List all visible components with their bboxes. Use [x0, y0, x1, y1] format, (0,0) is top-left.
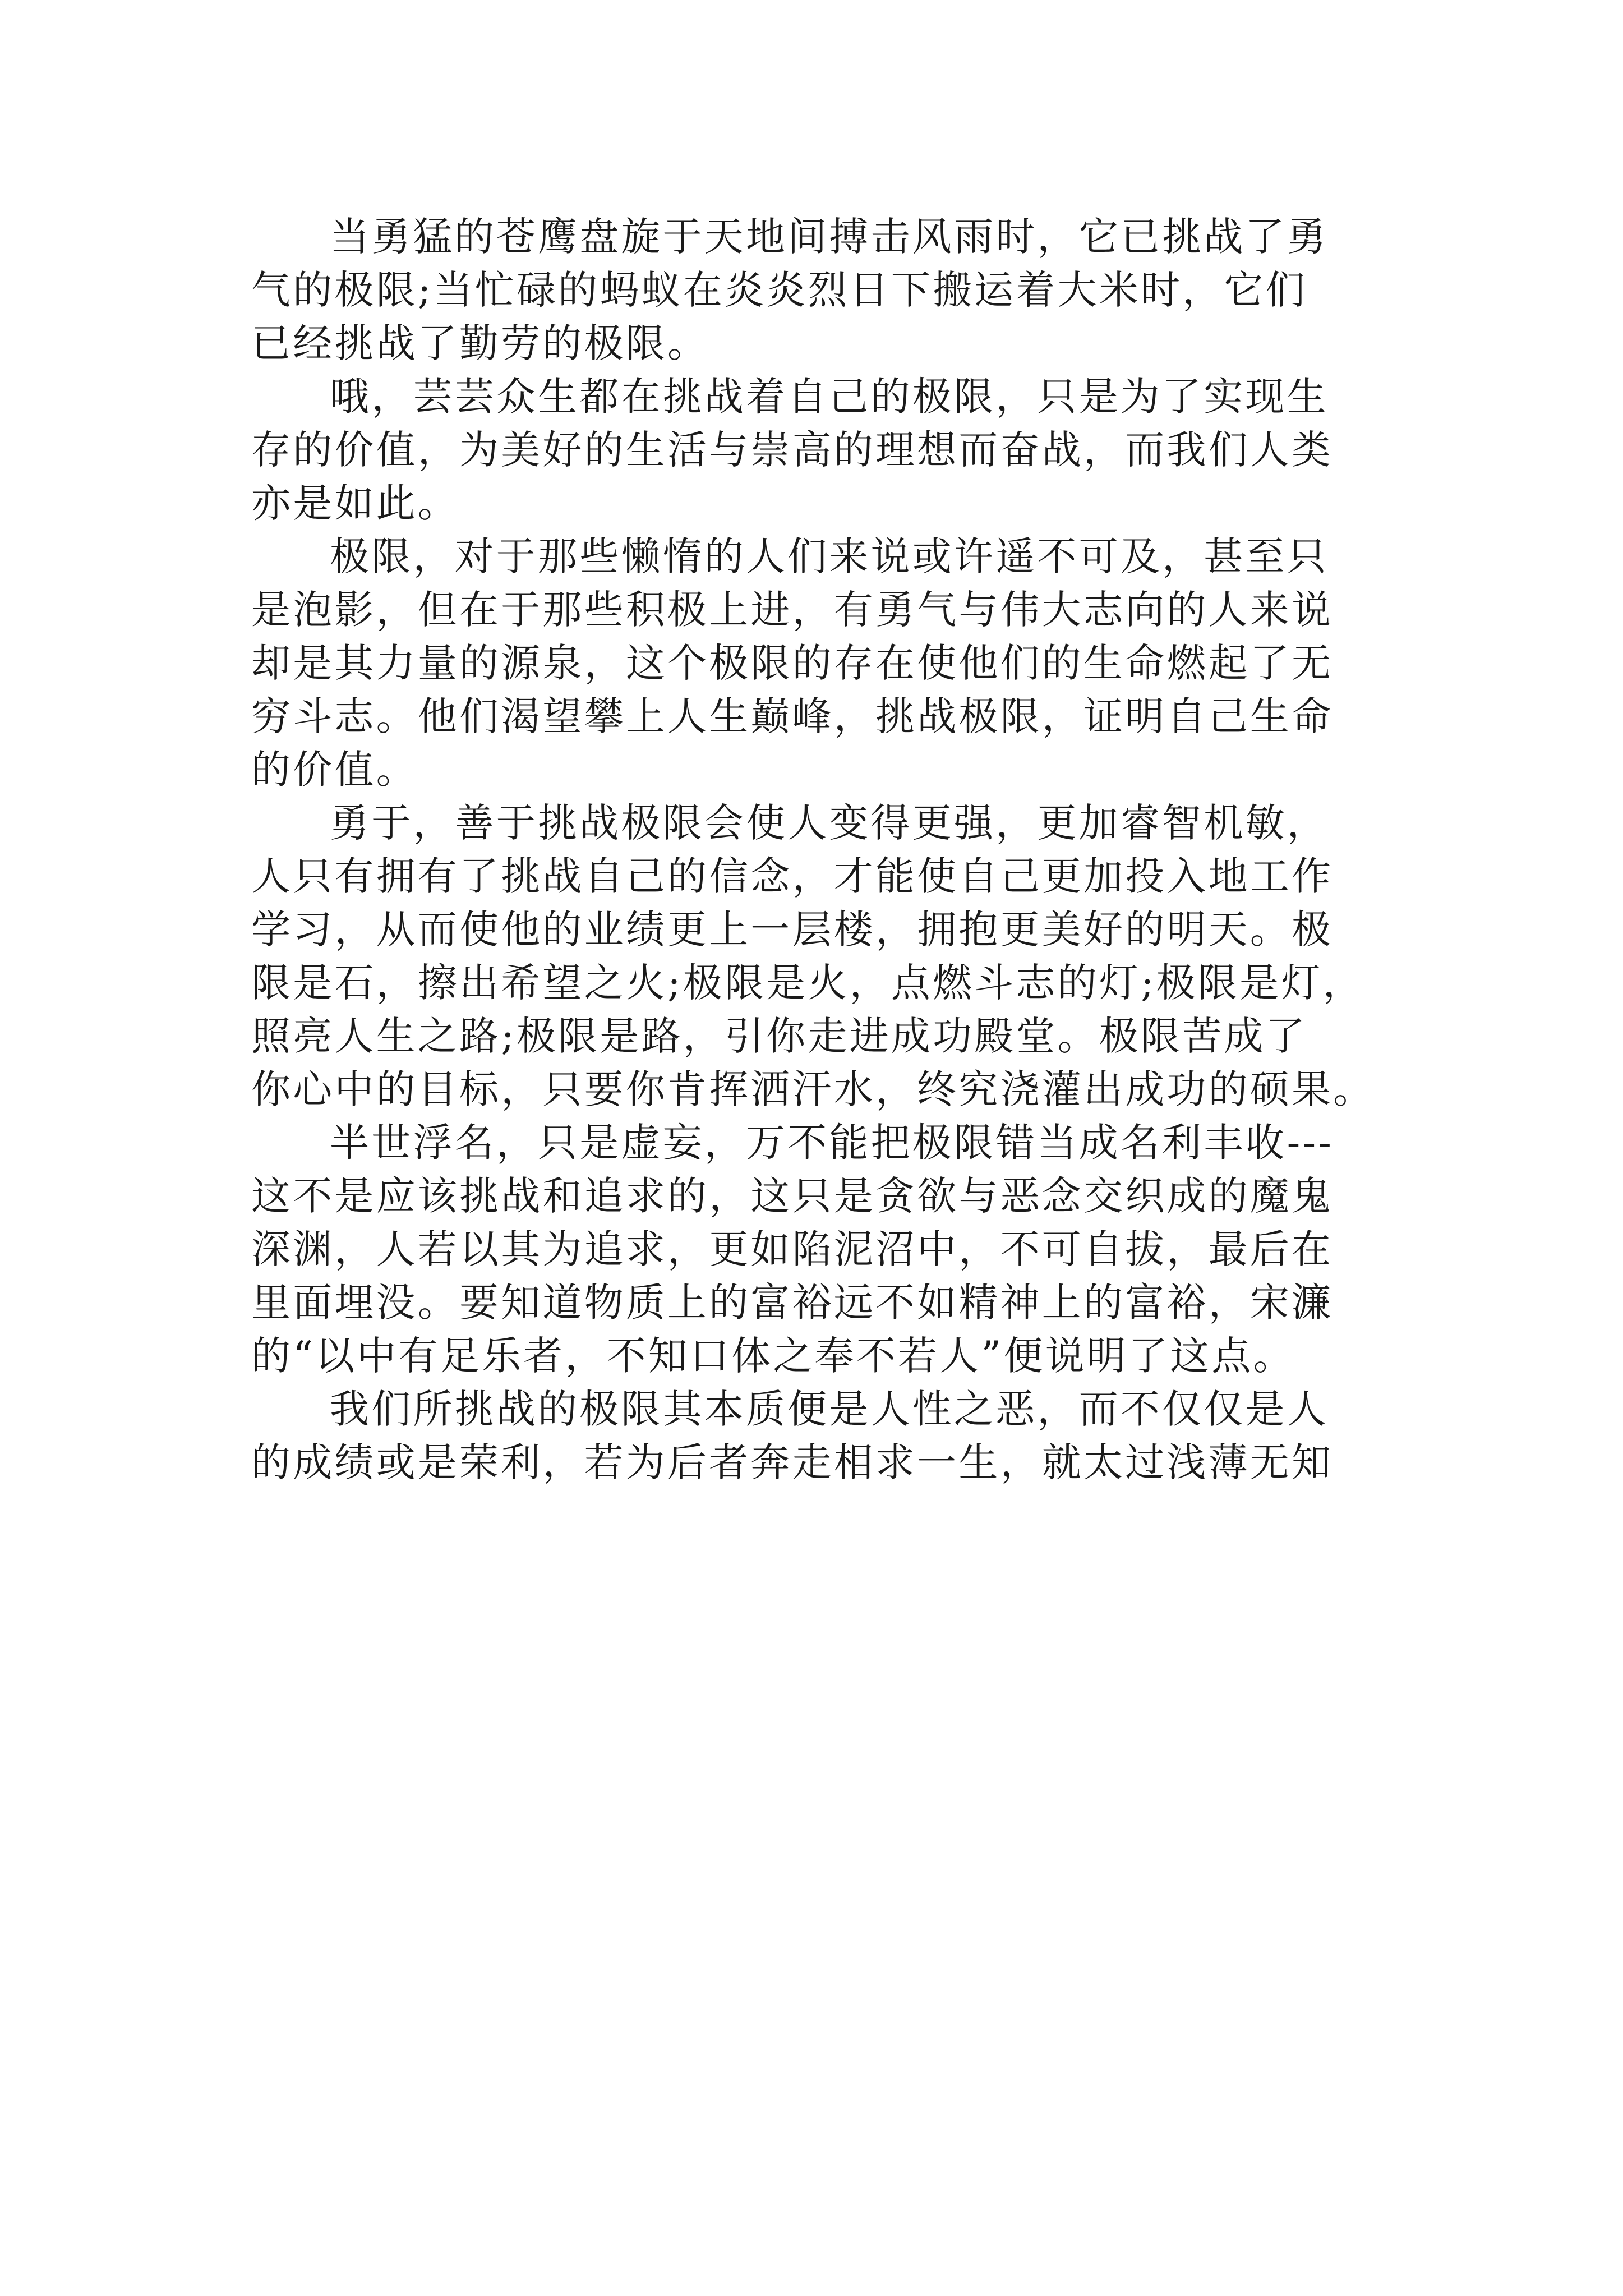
text-line: 这不是应该挑战和追求的，这只是贪欲与恶念交织成的魔鬼 — [251, 1173, 1334, 1219]
text-line: 限是石，擦出希望之火;极限是火，点燃斗志的灯;极限是灯， — [251, 960, 1364, 1006]
text-line: 里面埋没。要知道物质上的富裕远不如精神上的富裕，宋濂 — [251, 1280, 1334, 1326]
text-line: 穷斗志。他们渴望攀上人生巅峰，挑战极限，证明自己生命 — [251, 693, 1334, 739]
text-line: 气的极限;当忙碌的蚂蚁在炎炎烈日下搬运着大米时，它们 — [251, 267, 1307, 313]
text-line: 却是其力量的源泉，这个极限的存在使他们的生命燃起了无 — [251, 640, 1334, 686]
paragraph-4 — [251, 797, 1390, 1116]
text-line: 半世浮名，只是虚妄，万不能把极限错当成名利丰收--- — [330, 1120, 1334, 1166]
text-line: 我们所挑战的极限其本质便是人性之恶，而不仅仅是人 — [330, 1386, 1329, 1432]
text-line: 你心中的目标，只要你肯挥洒汗水，终究浇灌出成功的硕果。 — [251, 1066, 1375, 1112]
essay-body — [251, 210, 1390, 1489]
text-line: 当勇猛的苍鹰盘旋于天地间搏击风雨时，它已挑战了勇 — [330, 214, 1329, 260]
paragraph-6 — [251, 1383, 1390, 1489]
text-line: 的“以中有足乐者，不知口体之奉不若人”便说明了这点。 — [251, 1333, 1295, 1379]
text-line: 人只有拥有了挑战自己的信念，才能使自己更加投入地工作 — [251, 853, 1334, 899]
text-line: 的价值。 — [251, 747, 418, 793]
paragraph-2 — [251, 370, 1390, 530]
text-line: 已经挑战了勤劳的极限。 — [251, 320, 709, 366]
text-line: 哦，芸芸众生都在挑战着自己的极限，只是为了实现生 — [330, 374, 1329, 420]
text-line: 的成绩或是荣利，若为后者奔走相求一生，就太过浅薄无知 — [251, 1439, 1334, 1485]
text-line: 是泡影，但在于那些积极上进，有勇气与伟大志向的人来说 — [251, 587, 1334, 633]
text-line: 极限，对于那些懒惰的人们来说或许遥不可及，甚至只 — [330, 533, 1329, 579]
text-line: 深渊，人若以其为追求，更如陷泥沼中，不可自拔，最后在 — [251, 1226, 1334, 1272]
text-line: 存的价值，为美好的生活与崇高的理想而奋战，而我们人类 — [251, 427, 1334, 473]
text-line: 亦是如此。 — [251, 480, 459, 526]
paragraph-5 — [251, 1116, 1390, 1383]
text-line: 勇于，善于挑战极限会使人变得更强，更加睿智机敏， — [330, 800, 1329, 846]
paragraph-1 — [251, 210, 1390, 370]
text-line: 学习，从而使他的业绩更上一层楼，拥抱更美好的明天。极 — [251, 907, 1334, 953]
paragraph-3 — [251, 530, 1390, 797]
text-line: 照亮人生之路;极限是路，引你走进成功殿堂。极限苦成了 — [251, 1013, 1307, 1059]
